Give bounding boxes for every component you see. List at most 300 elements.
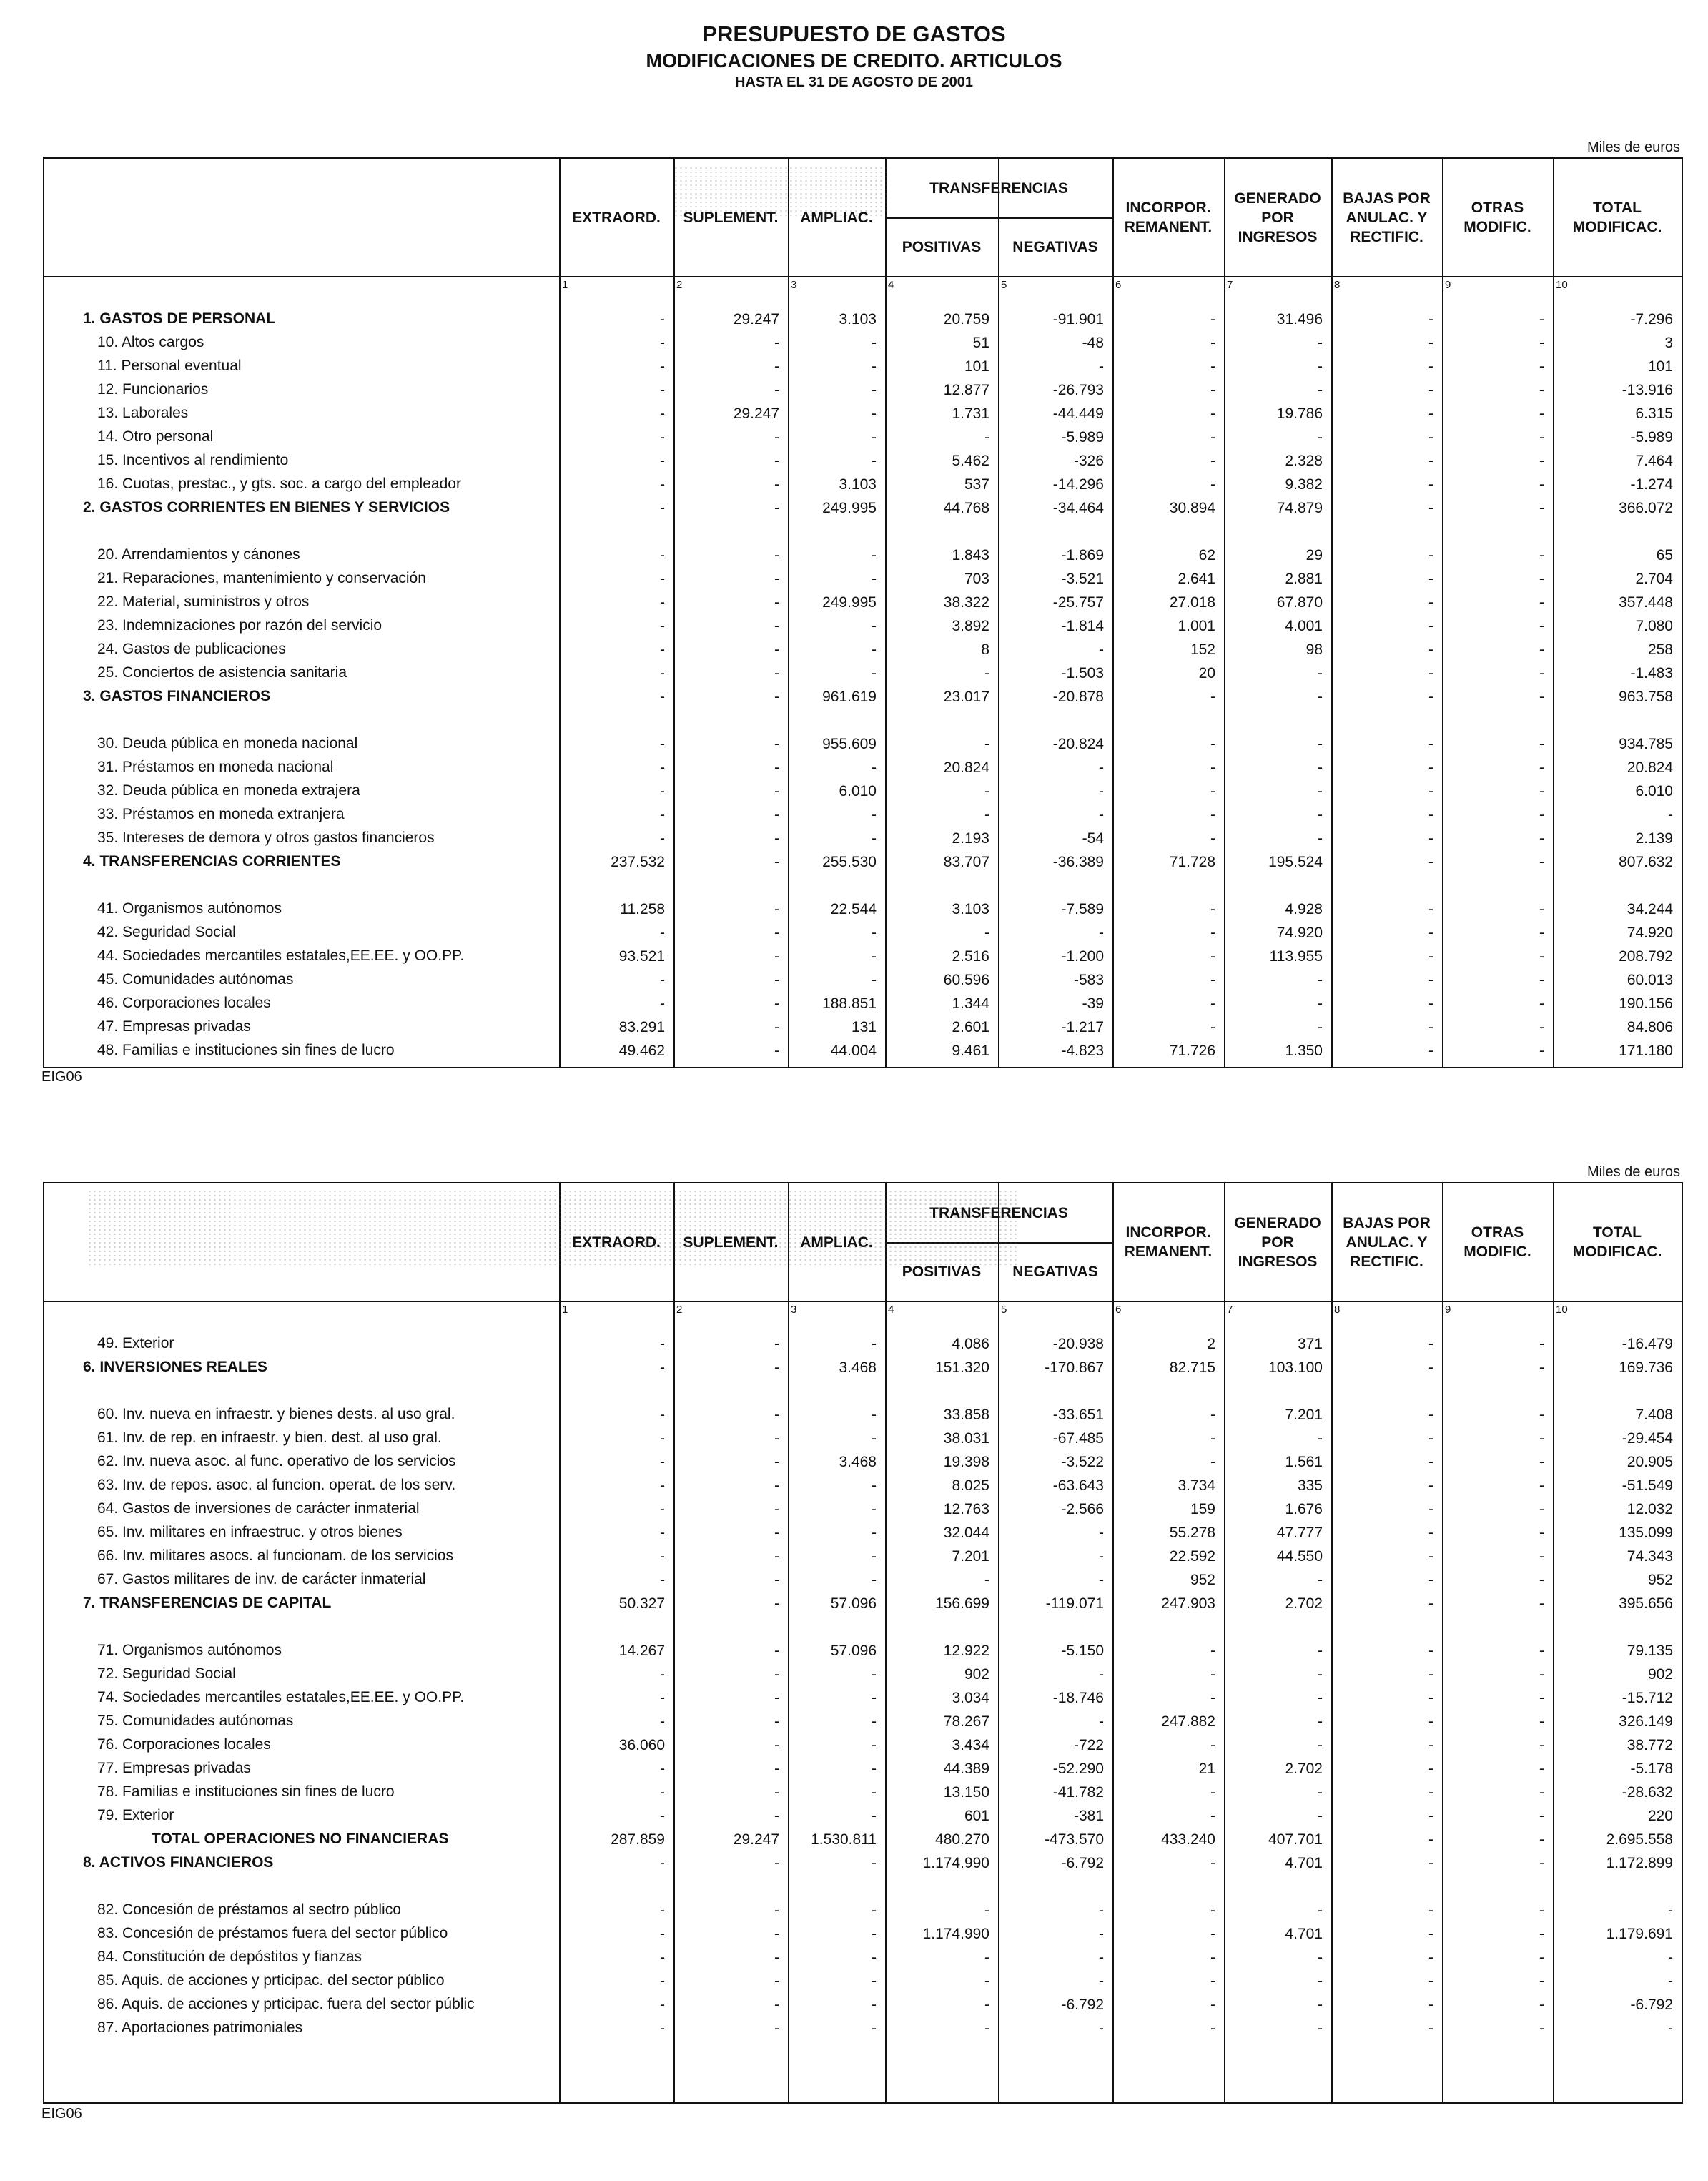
cell-value: 12.877 <box>943 382 989 398</box>
cell-value: - <box>1539 1761 1544 1777</box>
cell-value: - <box>774 1548 779 1565</box>
cell-value: 19.786 <box>1276 405 1323 422</box>
cell-value: - <box>872 1690 877 1706</box>
cell-value: - <box>774 1336 779 1352</box>
table-row <box>44 1664 1682 1688</box>
cell-value: - <box>660 500 665 516</box>
cell-value: -1.814 <box>1061 618 1104 634</box>
cell-value: - <box>774 1019 779 1035</box>
cell-value: 208.792 <box>1619 948 1673 965</box>
cell-value: 601 <box>964 1808 989 1824</box>
cell-value: 433.240 <box>1161 1831 1215 1848</box>
header-otras: OTRAS MODIFIC. <box>1463 200 1531 235</box>
cell-value: -6.792 <box>1630 1997 1673 2013</box>
cell-value: - <box>1210 476 1215 493</box>
cell-value: - <box>872 641 877 658</box>
cell-value: - <box>1210 1666 1215 1683</box>
cell-value: 47.777 <box>1276 1525 1323 1541</box>
cell-value: 71.726 <box>1169 1043 1215 1059</box>
cell-value: -54 <box>1082 830 1104 847</box>
cell-value: 5.462 <box>952 453 989 469</box>
row-label: 12. Funcionarios <box>97 381 209 398</box>
cell-value: 3.468 <box>839 1454 877 1470</box>
cell-value: 20 <box>1198 665 1215 681</box>
cell-value: 190.156 <box>1619 995 1673 1012</box>
cell-value: - <box>1318 1973 1323 1989</box>
cell-value: - <box>774 1973 779 1989</box>
cell-value: 101 <box>964 358 989 375</box>
cell-value: - <box>1210 453 1215 469</box>
cell-value: - <box>1428 476 1433 493</box>
cell-value: 3.103 <box>839 311 877 328</box>
cell-value: - <box>1539 1690 1544 1706</box>
cell-value: - <box>660 429 665 445</box>
cell-value: - <box>1210 335 1215 351</box>
cell-value: - <box>660 1761 665 1777</box>
group-row <box>44 686 1682 710</box>
cell-value: - <box>1428 1973 1433 1989</box>
cell-value: - <box>660 594 665 611</box>
cell-value: - <box>984 736 989 752</box>
cell-value: - <box>1428 830 1433 847</box>
table-row <box>44 1334 1682 1357</box>
cell-value: - <box>1428 1359 1433 1376</box>
cell-value: 4.701 <box>1285 1855 1323 1871</box>
row-label: 32. Deuda pública en moneda extrajera <box>97 782 360 799</box>
cell-value: 49.462 <box>618 1043 665 1059</box>
cell-value: - <box>1539 972 1544 988</box>
cell-value: - <box>1318 335 1323 351</box>
cell-value: - <box>1210 807 1215 823</box>
cell-value: 3.103 <box>839 476 877 493</box>
page-code: EIG06 <box>41 2106 82 2122</box>
header-generado: GENERADO POR INGRESOS <box>1234 1214 1321 1270</box>
cell-value: - <box>1539 1737 1544 1753</box>
cell-value: - <box>774 641 779 658</box>
cell-value: 2.702 <box>1285 1595 1323 1612</box>
table-row <box>44 970 1682 993</box>
cell-value: - <box>660 830 665 847</box>
table-row <box>44 1806 1682 1829</box>
cell-value: - <box>1539 1548 1544 1565</box>
cell-value: - <box>1539 1595 1544 1612</box>
row-label: 13. Laborales <box>97 405 189 421</box>
cell-value: -1.869 <box>1061 547 1104 563</box>
page-date-subtitle: HASTA EL 31 DE AGOSTO DE 2001 <box>734 74 974 90</box>
cell-value: - <box>774 736 779 752</box>
row-label: 8. ACTIVOS FINANCIEROS <box>83 1854 274 1871</box>
cell-value: - <box>660 995 665 1012</box>
row-label: 60. Inv. nueva en infraestr. y bienes dests. al uso gral. <box>97 1406 455 1422</box>
row-label: 74. Sociedades mercantiles estatales,EE.EE. y OO.PP. <box>97 1689 465 1705</box>
cell-value: - <box>872 1926 877 1942</box>
cell-value: 51 <box>972 335 989 351</box>
cell-value: - <box>1318 1019 1323 1035</box>
row-label: 61. Inv. de rep. en infraestr. y bien. dest. al uso gral. <box>97 1429 442 1446</box>
table-row <box>44 1900 1682 1924</box>
cell-value: - <box>660 807 665 823</box>
cell-value: 31.496 <box>1276 311 1323 328</box>
row-label: 45. Comunidades autónomas <box>97 971 294 988</box>
cell-value: - <box>1099 1572 1104 1588</box>
cell-value: - <box>1539 759 1544 776</box>
header-negativas: NEGATIVAS <box>1012 1263 1098 1280</box>
cell-value: - <box>984 1997 989 2013</box>
cell-value: - <box>1428 1926 1433 1942</box>
cell-value: - <box>872 830 877 847</box>
header-ampliac: AMPLIAC. <box>800 209 873 226</box>
cell-value: -34.464 <box>1052 500 1104 516</box>
cell-value: - <box>1318 1572 1323 1588</box>
cell-value: - <box>1318 830 1323 847</box>
cell-value: 83.707 <box>943 854 989 870</box>
cell-value: - <box>660 1926 665 1942</box>
cell-value: - <box>1318 759 1323 776</box>
cell-value: - <box>872 1477 877 1494</box>
row-label: 86. Aquis. de acciones y prticipac. fuera del sector públic <box>97 1996 475 2012</box>
cell-value: 50.327 <box>618 1595 665 1612</box>
table-row <box>44 1475 1682 1499</box>
table-row <box>44 1570 1682 1593</box>
cell-value: - <box>1210 830 1215 847</box>
row-label: 77. Empresas privadas <box>97 1760 251 1776</box>
cell-value: - <box>1210 382 1215 398</box>
cell-value: 13.150 <box>943 1784 989 1801</box>
cell-value: 934.785 <box>1619 736 1673 752</box>
cell-value: - <box>660 618 665 634</box>
cell-value: 7.408 <box>1635 1407 1673 1423</box>
cell-value: 131 <box>851 1019 877 1035</box>
cell-value: - <box>1539 1501 1544 1517</box>
cell-value: - <box>1318 1949 1323 1966</box>
cell-value: - <box>660 689 665 705</box>
cell-value: 135.099 <box>1619 1525 1673 1541</box>
cell-value: -5.178 <box>1630 1761 1673 1777</box>
cell-value: -44.449 <box>1052 405 1104 422</box>
cell-value: 237.532 <box>611 854 665 870</box>
cell-value: - <box>1210 948 1215 965</box>
cell-value: - <box>1539 1572 1544 1588</box>
header-suplement: SUPLEMENT. <box>683 1234 779 1251</box>
cell-value: - <box>774 854 779 870</box>
row-label: 67. Gastos militares de inv. de carácter inmaterial <box>97 1571 426 1587</box>
row-label: 48. Familias e instituciones sin fines de lucro <box>97 1042 395 1058</box>
cell-value: - <box>774 1997 779 2013</box>
cell-value: - <box>1539 311 1544 328</box>
cell-value: 65 <box>1656 547 1673 563</box>
cell-value: - <box>1539 1831 1544 1848</box>
cell-value: - <box>1539 736 1544 752</box>
cell-value: 9.382 <box>1285 476 1323 493</box>
cell-value: - <box>1428 1855 1433 1871</box>
table-row <box>44 804 1682 828</box>
cell-value: - <box>1099 358 1104 375</box>
cell-value: - <box>1318 995 1323 1012</box>
table-row <box>44 333 1682 356</box>
cell-value: - <box>774 453 779 469</box>
cell-value: - <box>1539 901 1544 917</box>
cell-value: -722 <box>1073 1737 1104 1753</box>
budget-table-bottom <box>43 1182 1683 2104</box>
cell-value: - <box>660 1359 665 1376</box>
column-number: 6 <box>1115 1304 1122 1316</box>
row-label: 71. Organismos autónomos <box>97 1642 282 1658</box>
cell-value: - <box>1539 476 1544 493</box>
cell-value: 44.768 <box>943 500 989 516</box>
cell-value: - <box>774 925 779 941</box>
cell-value: - <box>1539 1902 1544 1919</box>
header-ampliac: AMPLIAC. <box>800 1234 873 1251</box>
cell-value: - <box>774 358 779 375</box>
cell-value: 29 <box>1305 547 1323 563</box>
table-row <box>44 1758 1682 1782</box>
group-row <box>44 1853 1682 1876</box>
cell-value: - <box>1428 429 1433 445</box>
header-extraord: EXTRAORD. <box>572 209 661 226</box>
column-number: 9 <box>1445 1304 1451 1316</box>
cell-value: 29.247 <box>733 1831 779 1848</box>
cell-value: -381 <box>1073 1808 1104 1824</box>
cell-value: 169.736 <box>1619 1359 1673 1376</box>
cell-value: - <box>660 665 665 681</box>
cell-value: - <box>1099 759 1104 776</box>
cell-value: - <box>1428 783 1433 799</box>
cell-value: - <box>1668 1902 1673 1919</box>
cell-value: - <box>774 1902 779 1919</box>
column-number: 10 <box>1556 1304 1568 1316</box>
table-row <box>44 899 1682 922</box>
table-row <box>44 639 1682 663</box>
cell-value: - <box>774 1043 779 1059</box>
cell-value: -6.792 <box>1061 1997 1104 2013</box>
cell-value: - <box>1210 1855 1215 1871</box>
cell-value: - <box>1539 500 1544 516</box>
cell-value: - <box>872 335 877 351</box>
cell-value: - <box>1210 1737 1215 1753</box>
cell-value: - <box>1318 1784 1323 1801</box>
cell-value: - <box>872 547 877 563</box>
cell-value: - <box>984 429 989 445</box>
table-row <box>44 474 1682 498</box>
cell-value: 1.174.990 <box>922 1855 989 1871</box>
cell-value: - <box>774 689 779 705</box>
cell-value: 44.389 <box>943 1761 989 1777</box>
cell-value: - <box>872 1407 877 1423</box>
cell-value: - <box>1539 1997 1544 2013</box>
cell-value: - <box>872 1949 877 1966</box>
cell-value: - <box>872 429 877 445</box>
cell-value: -326 <box>1073 453 1104 469</box>
cell-value: - <box>984 1902 989 1919</box>
row-label: 79. Exterior <box>97 1807 174 1823</box>
table-row <box>44 1994 1682 2018</box>
column-number: 5 <box>1001 1304 1007 1316</box>
row-label: 78. Familias e instituciones sin fines de lucro <box>97 1783 395 1800</box>
cell-value: 22.592 <box>1169 1548 1215 1565</box>
cell-value: - <box>1428 1666 1433 1683</box>
cell-value: 82.715 <box>1169 1359 1215 1376</box>
cell-value: - <box>1668 2020 1673 2037</box>
cell-value: - <box>1539 335 1544 351</box>
cell-value: - <box>1539 1525 1544 1541</box>
cell-value: -1.217 <box>1061 1019 1104 1035</box>
cell-value: - <box>1318 1643 1323 1659</box>
cell-value: - <box>660 1430 665 1447</box>
cell-value: - <box>872 1808 877 1824</box>
cell-value: 902 <box>1647 1666 1673 1683</box>
cell-value: - <box>872 1572 877 1588</box>
cell-value: 74.879 <box>1276 500 1323 516</box>
column-number: 3 <box>791 1304 797 1316</box>
cell-value: 78.267 <box>943 1713 989 1730</box>
cell-value: - <box>1318 1430 1323 1447</box>
column-number: 10 <box>1556 279 1568 291</box>
cell-value: - <box>1428 358 1433 375</box>
header-incorpor: INCORPOR. REMANENT. <box>1124 1224 1213 1260</box>
cell-value: 20.759 <box>943 311 989 328</box>
cell-value: 2.641 <box>1178 571 1215 587</box>
cell-value: 33.858 <box>943 1407 989 1423</box>
cell-value: - <box>660 335 665 351</box>
cell-value: - <box>1318 1997 1323 2013</box>
cell-value: - <box>660 1855 665 1871</box>
page-title: PRESUPUESTO DE GASTOS <box>702 21 1006 46</box>
row-label: 3. GASTOS FINANCIEROS <box>83 688 271 704</box>
table-row <box>44 1971 1682 1994</box>
row-label: 82. Concesión de préstamos al sectro público <box>97 1901 401 1918</box>
cell-value: - <box>1428 1548 1433 1565</box>
row-label: 21. Reparaciones, mantenimiento y conservación <box>97 570 426 586</box>
cell-value: - <box>660 1477 665 1494</box>
cell-value: -5.150 <box>1061 1643 1104 1659</box>
cell-value: 1.179.691 <box>1606 1926 1673 1942</box>
cell-value: - <box>1210 689 1215 705</box>
cell-value: - <box>1210 1902 1215 1919</box>
cell-value: - <box>1539 453 1544 469</box>
header-positivas: POSITIVAS <box>902 238 982 255</box>
cell-value: 11.258 <box>620 901 665 917</box>
cell-value: 3 <box>1664 335 1673 351</box>
row-label: 63. Inv. de repos. asoc. al funcion. operat. de los serv. <box>97 1477 456 1493</box>
row-label: 46. Corporaciones locales <box>97 995 271 1011</box>
header-transferencias: TRANSFERENCIAS <box>929 179 1068 197</box>
cell-value: - <box>660 972 665 988</box>
cell-value: - <box>1428 972 1433 988</box>
cell-value: - <box>774 830 779 847</box>
cell-value: - <box>774 594 779 611</box>
cell-value: 20.824 <box>1626 759 1673 776</box>
cell-value: -28.632 <box>1621 1784 1673 1801</box>
cell-value: - <box>1210 736 1215 752</box>
cell-value: 2.193 <box>952 830 989 847</box>
row-label: 31. Préstamos en moneda nacional <box>97 759 334 775</box>
cell-value: - <box>660 641 665 658</box>
cell-value: - <box>1428 641 1433 658</box>
cell-value: 480.270 <box>935 1831 989 1848</box>
cell-value: - <box>660 1949 665 1966</box>
cell-value: - <box>872 1761 877 1777</box>
cell-value: - <box>1539 689 1544 705</box>
budget-table-top <box>43 157 1683 1068</box>
cell-value: - <box>1428 665 1433 681</box>
cell-value: - <box>1539 830 1544 847</box>
cell-value: 7.201 <box>952 1548 989 1565</box>
cell-value: -20.824 <box>1052 736 1104 752</box>
cell-value: - <box>1428 1336 1433 1352</box>
cell-value: 2.601 <box>952 1019 989 1035</box>
cell-value: - <box>660 783 665 799</box>
cell-value: 7.201 <box>1285 1407 1323 1423</box>
cell-value: - <box>1539 2020 1544 2037</box>
table-row <box>44 757 1682 781</box>
cell-value: - <box>660 1525 665 1541</box>
cell-value: 8 <box>981 641 989 658</box>
cell-value: 395.656 <box>1619 1595 1673 1612</box>
column-number: 4 <box>888 1304 894 1316</box>
cell-value: - <box>1539 1430 1544 1447</box>
cell-value: 3.034 <box>952 1690 989 1706</box>
header-suplement: SUPLEMENT. <box>683 209 779 226</box>
cell-value: 57.096 <box>830 1595 877 1612</box>
cell-value: 1.344 <box>952 995 989 1012</box>
cell-value: - <box>1668 1949 1673 1966</box>
cell-value: - <box>774 1595 779 1612</box>
units-label: Miles de euros <box>1586 139 1680 155</box>
row-label: 15. Incentivos al rendimiento <box>97 452 289 468</box>
cell-value: - <box>1539 405 1544 422</box>
cell-value: 963.758 <box>1619 689 1673 705</box>
cell-value: 152 <box>1190 641 1215 658</box>
header-bajas: BAJAS POR ANULAC. Y RECTIFIC. <box>1343 189 1431 245</box>
cell-value: - <box>1210 1407 1215 1423</box>
table-row <box>44 1522 1682 1546</box>
cell-value: - <box>1428 901 1433 917</box>
cell-value: 101 <box>1647 358 1673 375</box>
row-label: 6. INVERSIONES REALES <box>83 1359 267 1375</box>
cell-value: 74.920 <box>1276 925 1323 941</box>
cell-value: - <box>1428 1713 1433 1730</box>
table-row <box>44 1947 1682 1971</box>
cell-value: - <box>984 665 989 681</box>
row-label: 87. Aportaciones patrimoniales <box>97 2019 303 2036</box>
row-label: 24. Gastos de publicaciones <box>97 641 286 657</box>
row-label: 30. Deuda pública en moneda nacional <box>97 735 358 752</box>
cell-value: 249.995 <box>822 594 877 611</box>
cell-value: - <box>1210 925 1215 941</box>
cell-value: - <box>774 1359 779 1376</box>
cell-value: - <box>1318 1737 1323 1753</box>
cell-value: - <box>660 382 665 398</box>
cell-value: - <box>872 1973 877 1989</box>
cell-value: - <box>1428 453 1433 469</box>
header-extraord: EXTRAORD. <box>572 1234 661 1251</box>
cell-value: 955.609 <box>822 736 877 752</box>
cell-value: - <box>660 1572 665 1588</box>
cell-value: - <box>1428 1043 1433 1059</box>
row-label: 41. Organismos autónomos <box>97 900 282 917</box>
row-label: 44. Sociedades mercantiles estatales,EE.EE. y OO.PP. <box>97 947 465 964</box>
cell-value: - <box>774 1572 779 1588</box>
cell-value: -48 <box>1082 335 1104 351</box>
row-label: 65. Inv. militares en infraestruc. y otros bienes <box>97 1524 403 1540</box>
cell-value: - <box>1428 1902 1433 1919</box>
cell-value: - <box>1428 571 1433 587</box>
cell-value: - <box>1539 1855 1544 1871</box>
page-subtitle: MODIFICACIONES DE CREDITO. ARTICULOS <box>646 50 1062 72</box>
cell-value: -67.485 <box>1052 1430 1104 1447</box>
cell-value: - <box>872 2020 877 2037</box>
cell-value: - <box>660 405 665 422</box>
